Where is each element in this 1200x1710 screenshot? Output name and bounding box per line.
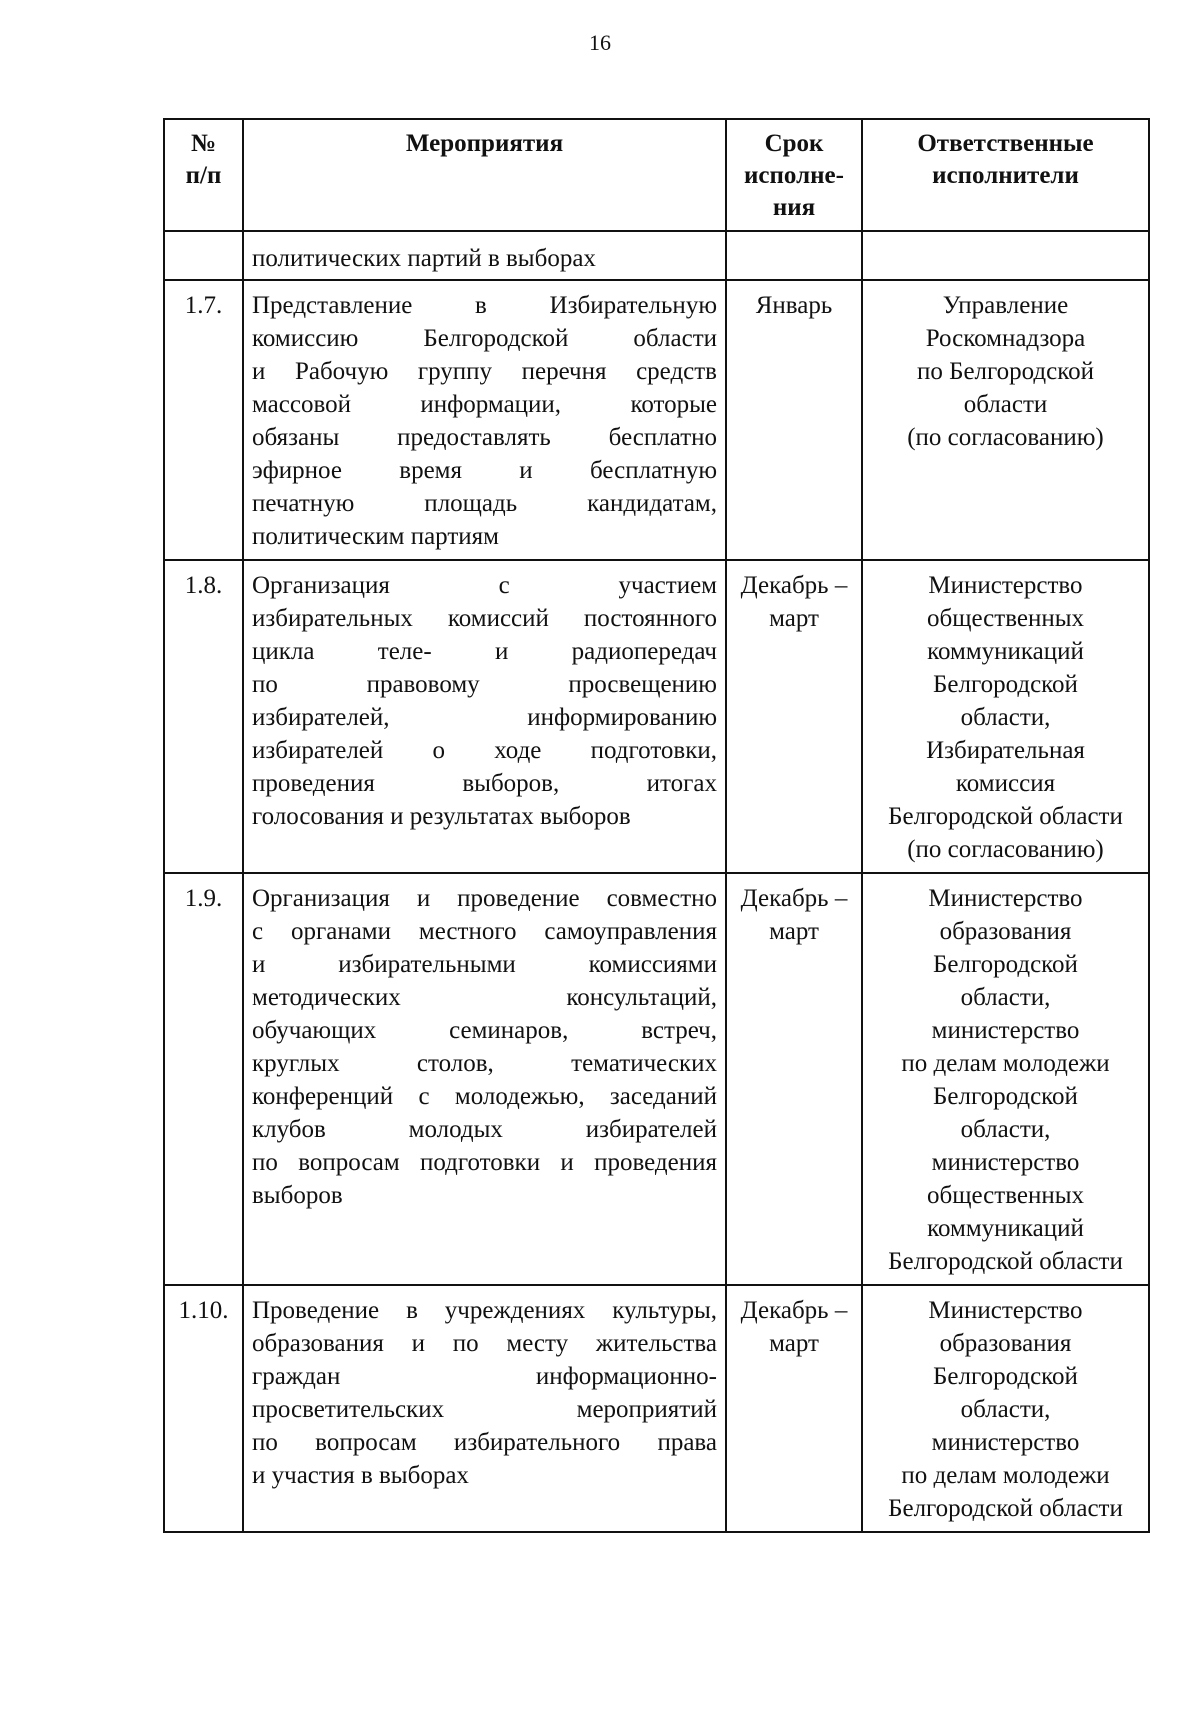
term-line: Январь: [755, 292, 833, 319]
responsible-line: Министерство: [928, 885, 1083, 912]
responsible-line: Министерство: [928, 1297, 1083, 1324]
responsible-line: Белгородской области: [888, 1248, 1123, 1275]
cell-responsible: [862, 280, 1149, 560]
responsible-line: по делам молодежи: [901, 1462, 1110, 1489]
cell-event: [243, 560, 726, 873]
event-line: политическим партиям: [252, 523, 499, 550]
cell-responsible: [862, 873, 1149, 1285]
term-line: Декабрь –: [740, 1297, 848, 1324]
header-event-label: Мероприятия: [405, 130, 564, 157]
responsible-line: Роскомнадзора: [925, 325, 1086, 352]
responsible-line: коммуникаций: [927, 638, 1084, 665]
header-term-line: исполне-: [744, 162, 844, 189]
event-line: массовой информации, которые: [252, 391, 717, 418]
event-line: образования и по месту жительства: [252, 1330, 717, 1357]
header-term-line: Срок: [764, 130, 824, 157]
header-responsible-line: Ответственные: [917, 130, 1094, 157]
responsible-line: по делам молодежи: [901, 1050, 1110, 1077]
event-line: комиссию Белгородской области: [252, 325, 717, 352]
cell-event: [243, 1285, 726, 1532]
event-line: обучающих семинаров, встреч,: [252, 1017, 717, 1044]
header-num-line: п/п: [185, 162, 222, 189]
table-row: [164, 1285, 1149, 1532]
responsible-line: Белгородской: [933, 1083, 1078, 1110]
event-line: граждан информационно-: [252, 1363, 717, 1390]
responsible-line: Белгородской: [933, 671, 1078, 698]
cell-event: [243, 873, 726, 1285]
event-line: Проведение в учреждениях культуры,: [252, 1297, 717, 1324]
event-line: голосования и результатах выборов: [252, 803, 631, 830]
responsible-line: Белгородской: [933, 1363, 1078, 1390]
event-line: по вопросам подготовки и проведения: [252, 1149, 717, 1176]
header-term: [726, 119, 862, 231]
event-line: Организация и проведение совместно: [252, 885, 717, 912]
event-line: клубов молодых избирателей: [252, 1116, 717, 1143]
responsible-line: Министерство: [928, 572, 1083, 599]
row-number: 1.8.: [184, 572, 223, 599]
header-responsible: [862, 119, 1149, 231]
event-line: круглых столов, тематических: [252, 1050, 717, 1077]
responsible-line: образования: [939, 1330, 1072, 1357]
responsible-line: области,: [960, 1396, 1051, 1423]
cell-responsible: [862, 231, 1149, 280]
cell-term: [726, 280, 862, 560]
responsible-line: Белгородской области: [888, 1495, 1123, 1522]
event-line: по вопросам избирательного права: [252, 1429, 717, 1456]
responsible-line: общественных: [926, 605, 1085, 632]
cell-term: [726, 1285, 862, 1532]
responsible-line: области,: [960, 984, 1051, 1011]
header-event: [243, 119, 726, 231]
cell-term: [726, 560, 862, 873]
cell-term: [726, 873, 862, 1285]
table-row: [164, 280, 1149, 560]
header-responsible-line: исполнители: [932, 162, 1079, 189]
header-num-line: №: [190, 130, 217, 157]
responsible-line: (по согласованию): [907, 424, 1104, 451]
table-row: [164, 560, 1149, 873]
responsible-line: министерство: [931, 1017, 1080, 1044]
term-line: март: [769, 918, 819, 945]
responsible-line: образования: [939, 918, 1072, 945]
event-line: с органами местного самоуправления: [252, 918, 717, 945]
responsible-line: Белгородской области: [888, 803, 1123, 830]
responsible-line: общественных: [926, 1182, 1085, 1209]
row-number: 1.9.: [184, 885, 223, 912]
cell-num: [164, 280, 243, 560]
header-num: [164, 119, 243, 231]
continuation-row: [164, 231, 1149, 280]
responsible-line: области,: [960, 1116, 1051, 1143]
event-line: обязаны предоставлять бесплатно: [252, 424, 717, 451]
table-row: [164, 873, 1149, 1285]
event-line: Представление в Избирательную: [252, 292, 717, 319]
event-line: и участия в выборах: [252, 1462, 469, 1489]
event-line: методических консультаций,: [252, 984, 717, 1011]
event-line: и избирательными комиссиями: [252, 951, 717, 978]
page-number: 16: [589, 30, 611, 55]
event-line: просветительских мероприятий: [252, 1396, 717, 1423]
row-number: 1.10.: [178, 1297, 229, 1324]
cell-event: [243, 280, 726, 560]
event-line: избирательных комиссий постоянного: [252, 605, 717, 632]
event-line: цикла теле- и радиопередач: [252, 638, 717, 665]
event-line: эфирное время и бесплатную: [252, 457, 717, 484]
event-line: и Рабочую группу перечня средств: [252, 358, 717, 385]
cell-responsible: [862, 1285, 1149, 1532]
event-line: политических партий в выборах: [252, 245, 596, 272]
event-line: избирателей о ходе подготовки,: [252, 737, 717, 764]
cell-term: [726, 231, 862, 280]
row-number: 1.7.: [184, 292, 223, 319]
table-body: [164, 231, 1149, 1532]
cell-event: [243, 231, 726, 280]
responsible-line: области: [963, 391, 1048, 418]
cell-num: [164, 1285, 243, 1532]
cell-responsible: [862, 560, 1149, 873]
event-line: по правовому просвещению: [252, 671, 717, 698]
responsible-line: Избирательная: [926, 737, 1085, 764]
event-line: печатную площадь кандидатам,: [252, 490, 717, 517]
responsible-line: (по согласованию): [907, 836, 1104, 863]
event-line: избирателей, информированию: [252, 704, 717, 731]
event-line: выборов: [252, 1182, 343, 1209]
header-term-line: ния: [772, 194, 816, 221]
event-line: Организация с участием: [252, 572, 717, 599]
term-line: Декабрь –: [740, 885, 848, 912]
cell-num: [164, 873, 243, 1285]
responsible-line: Белгородской: [933, 951, 1078, 978]
event-line: проведения выборов, итогах: [252, 770, 717, 797]
events-table: [163, 118, 1150, 1533]
responsible-line: министерство: [931, 1429, 1080, 1456]
responsible-line: Управление: [942, 292, 1069, 319]
cell-num: [164, 560, 243, 873]
responsible-line: коммуникаций: [927, 1215, 1084, 1242]
responsible-line: комиссия: [955, 770, 1056, 797]
event-line: конференций с молодежью, заседаний: [252, 1083, 717, 1110]
cell-num: [164, 231, 243, 280]
term-line: март: [769, 605, 819, 632]
responsible-line: по Белгородской: [916, 358, 1095, 385]
responsible-line: области,: [960, 704, 1051, 731]
term-line: март: [769, 1330, 819, 1357]
term-line: Декабрь –: [740, 572, 848, 599]
responsible-line: министерство: [931, 1149, 1080, 1176]
header-row: [164, 119, 1149, 231]
